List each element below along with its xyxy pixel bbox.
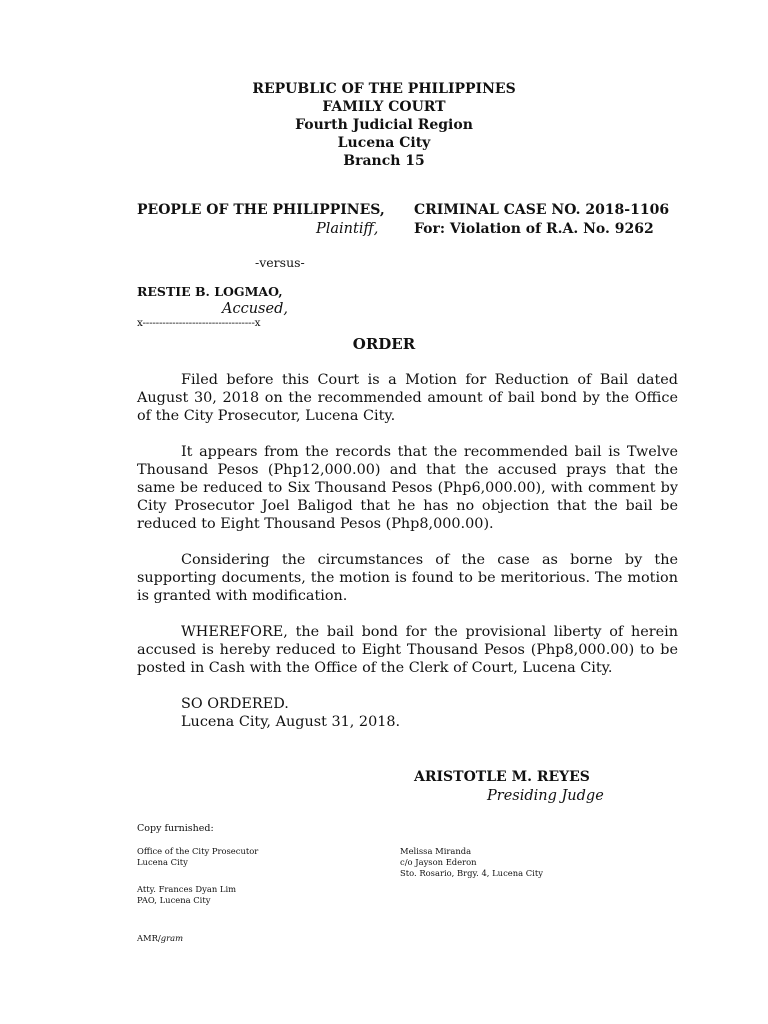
header-court: FAMILY COURT [322, 99, 446, 115]
header-region: Fourth Judicial Region [295, 117, 473, 133]
judge-name: ARISTOTLE M. REYES [414, 769, 590, 785]
recipient-attorney-office: PAO, Lucena City [137, 895, 211, 905]
header-republic: REPUBLIC OF THE PHILIPPINES [252, 81, 516, 97]
plaintiff-name: PEOPLE OF THE PHILIPPINES, [137, 202, 385, 218]
case-number: CRIMINAL CASE NO. 2018-1106 [414, 202, 670, 218]
plaintiff-role: Plaintiff, [316, 221, 379, 237]
reference-initials [137, 933, 183, 944]
caption-separator: x----------------------------------x [137, 317, 261, 329]
recipient-complainant: Melissa Miranda [400, 846, 472, 856]
paragraph-considering: Considering the circumstances of the case as borne by the supporting documents, the motion is found to be meritorious. The motion is granted with modification. [137, 552, 678, 604]
judge-title: Presiding Judge [487, 788, 604, 804]
recipient-complainant-address: Sto. Rosario, Brgy. 4, Lucena City [400, 868, 543, 878]
place-date: Lucena City, August 31, 2018. [181, 714, 401, 730]
copy-furnished-label: Copy furnished: [137, 823, 214, 834]
recipient-prosecutor: Office of the City Prosecutor [137, 846, 259, 856]
paragraph-motion: Filed before this Court is a Motion for Reduction of Bail dated August 30, 2018 on the recommended amount of bail bond by the Office of the City Prosecutor, Lucena City. [137, 372, 678, 424]
header-city: Lucena City [337, 135, 431, 151]
so-ordered: SO ORDERED. [181, 696, 289, 712]
accused-name: RESTIE B. LOGMAO, [137, 284, 283, 299]
violation: For: Violation of R.A. No. 9262 [414, 221, 654, 237]
versus-label: -versus- [255, 255, 305, 270]
order-title: ORDER [352, 335, 416, 353]
initials-upper: AMR/ [137, 933, 161, 943]
initials-lower: gram [160, 933, 184, 943]
paragraph-records: It appears from the records that the recommended bail is Twelve Thousand Pesos (Php12,000.00) and that the accused prays that the same be reduced to Six Thousand Pesos (Php6,000.00), with comment by City Prosecutor Joel Baligod that he has no objection that the bail be reduced to Eight Thousand Pesos (Php8,000.00). [137, 444, 678, 532]
accused-role: Accused, [222, 301, 288, 317]
recipient-prosecutor-city: Lucena City [137, 857, 188, 867]
recipient-attorney: Atty. Frances Dyan Lim [137, 884, 237, 894]
paragraph-wherefore: WHEREFORE, the bail bond for the provisional liberty of herein accused is hereby reduced to Eight Thousand Pesos (Php8,000.00) to be posted in Cash with the Office of the Clerk of Court, Lucena City. [137, 624, 678, 676]
header-branch: Branch 15 [343, 153, 425, 169]
recipient-complainant-careof: c/o Jayson Ederon [400, 857, 477, 867]
